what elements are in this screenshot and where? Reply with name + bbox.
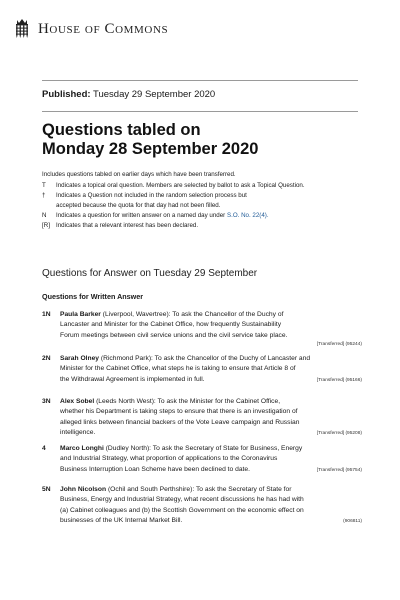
question-body xyxy=(60,310,362,349)
sub-heading: Questions for Written Answer xyxy=(42,292,144,301)
published-date: Tuesday 29 September 2020 xyxy=(93,89,216,100)
question-line: Business Interruption Loan Scheme have been declined to date. xyxy=(60,465,250,473)
question-number: 1N xyxy=(42,311,51,318)
question-item xyxy=(42,485,362,528)
question-item xyxy=(42,397,362,440)
legend-row xyxy=(42,201,362,211)
document-title xyxy=(42,121,362,159)
question-item xyxy=(42,310,362,349)
question-line: intelligence. xyxy=(60,429,96,437)
divider-top xyxy=(42,80,358,81)
title-line-2: Monday 28 September 2020 xyxy=(42,140,259,158)
question-body xyxy=(60,444,362,476)
section-heading: Questions for Answer on Tuesday 29 September xyxy=(42,268,258,279)
standing-order-link[interactable]: S.O. No. 22(4). xyxy=(226,212,269,219)
question-line: the Withdrawal Agreement is implemented in full. xyxy=(60,375,205,383)
member-name: Alex Sobel xyxy=(60,398,95,405)
question-number: 4 xyxy=(42,445,46,452)
legend-text-part: Indicates a question for written answer on a named day under xyxy=(56,212,226,219)
question-text: To ask the Secretary of State for xyxy=(195,486,292,493)
question-line: businesses of the UK Internal Market Bill. xyxy=(60,517,183,525)
published-label: Published: xyxy=(42,89,91,100)
question-body xyxy=(60,397,362,440)
question-item xyxy=(42,444,362,476)
legend-text: Indicates a topical oral question. Members are selected by ballot to ask a Topical Question. xyxy=(56,182,305,189)
constituency: (Richmond Park): xyxy=(100,355,153,362)
question-line xyxy=(60,310,362,320)
constituency: (Liverpool, Wavertree): xyxy=(102,311,171,318)
question-reference: [Transferred] (95208) xyxy=(316,431,362,437)
question-reference: [Transferred] (95166) xyxy=(316,377,362,383)
title-line-1: Questions tabled on xyxy=(42,121,201,139)
question-line: whether his Department is taking steps to ensure that there is an investigation of xyxy=(60,408,298,416)
member-name: Sarah Olney xyxy=(60,355,100,362)
question-line xyxy=(60,485,362,495)
legend-row xyxy=(42,181,362,191)
question-number: 3N xyxy=(42,398,51,405)
member-name: Paula Barker xyxy=(60,311,101,318)
legend-row xyxy=(42,221,362,231)
legend-row xyxy=(42,211,362,221)
question-item xyxy=(42,354,362,386)
question-line xyxy=(60,354,362,364)
legend-text: accepted because the quota for that day had not been filled. xyxy=(56,202,221,209)
question-line: and Industrial Strategy, what proportion of applications to the Coronavirus xyxy=(60,455,278,463)
masthead xyxy=(14,16,168,42)
published-line xyxy=(42,89,215,100)
question-line: Minister for the Cabinet Office, what steps he is taking to ensure that Article 8 of xyxy=(60,365,296,373)
legend-key xyxy=(42,201,56,211)
question-line: alleged links between financial backers of the Vote Leave campaign and Russian xyxy=(60,418,300,426)
question-line: Lancaster and Minister for the Cabinet Office, how frequently Sustainability xyxy=(60,321,282,329)
question-number: 5N xyxy=(42,486,51,493)
question-reference: [Transferred] (95244) xyxy=(316,342,362,348)
question-line xyxy=(60,397,362,407)
legend-key: † xyxy=(42,192,46,199)
question-text: To ask the Secretary of State for Business, Energy xyxy=(152,445,303,452)
constituency: (Dudley North): xyxy=(105,445,152,452)
constituency: (Leeds North West): xyxy=(96,398,156,405)
constituency: (Ochil and South Perthshire): xyxy=(107,486,195,493)
legend-key: [R] xyxy=(42,222,50,229)
question-text: To ask the Chancellor of the Duchy of xyxy=(172,311,284,318)
question-line: (a) Cabinet colleagues and (b) the Scottish Government on the economic effect on xyxy=(60,506,304,514)
question-tail xyxy=(60,465,362,476)
question-reference: [Transferred] (95754) xyxy=(316,467,362,473)
member-name: John Nicolson xyxy=(60,486,107,493)
legend-text: Indicates a Question not included in the random selection process but xyxy=(56,192,247,199)
legend-text xyxy=(56,211,362,221)
legend-key: N xyxy=(42,212,47,219)
question-text: To ask the Minister for the Cabinet Office, xyxy=(157,398,281,405)
question-line: Business, Energy and Industrial Strategy, what recent discussions he has had with xyxy=(60,496,304,504)
question-tail xyxy=(60,375,362,386)
legend-row xyxy=(42,191,362,201)
intro-text: Includes questions tabled on earlier days which have been transferred. xyxy=(42,171,236,178)
legend xyxy=(42,181,362,231)
question-reference: (906811) xyxy=(343,519,362,525)
question-body xyxy=(60,485,362,528)
legend-key: T xyxy=(42,182,46,189)
legend-text: Indicates that a relevant interest has been declared. xyxy=(56,222,199,229)
question-body xyxy=(60,354,362,386)
question-tail xyxy=(60,428,362,439)
question-text: To ask the Chancellor of the Duchy of Lancaster and xyxy=(154,355,311,362)
house-name: House of Commons xyxy=(38,20,169,37)
question-line xyxy=(60,444,362,454)
question-tail xyxy=(60,516,362,527)
question-line: Forum meetings between civil service unions and the civil service take place. xyxy=(60,331,288,339)
portcullis-icon xyxy=(14,18,30,40)
divider-bottom xyxy=(42,111,358,112)
question-number: 2N xyxy=(42,355,51,362)
member-name: Marco Longhi xyxy=(60,445,104,452)
